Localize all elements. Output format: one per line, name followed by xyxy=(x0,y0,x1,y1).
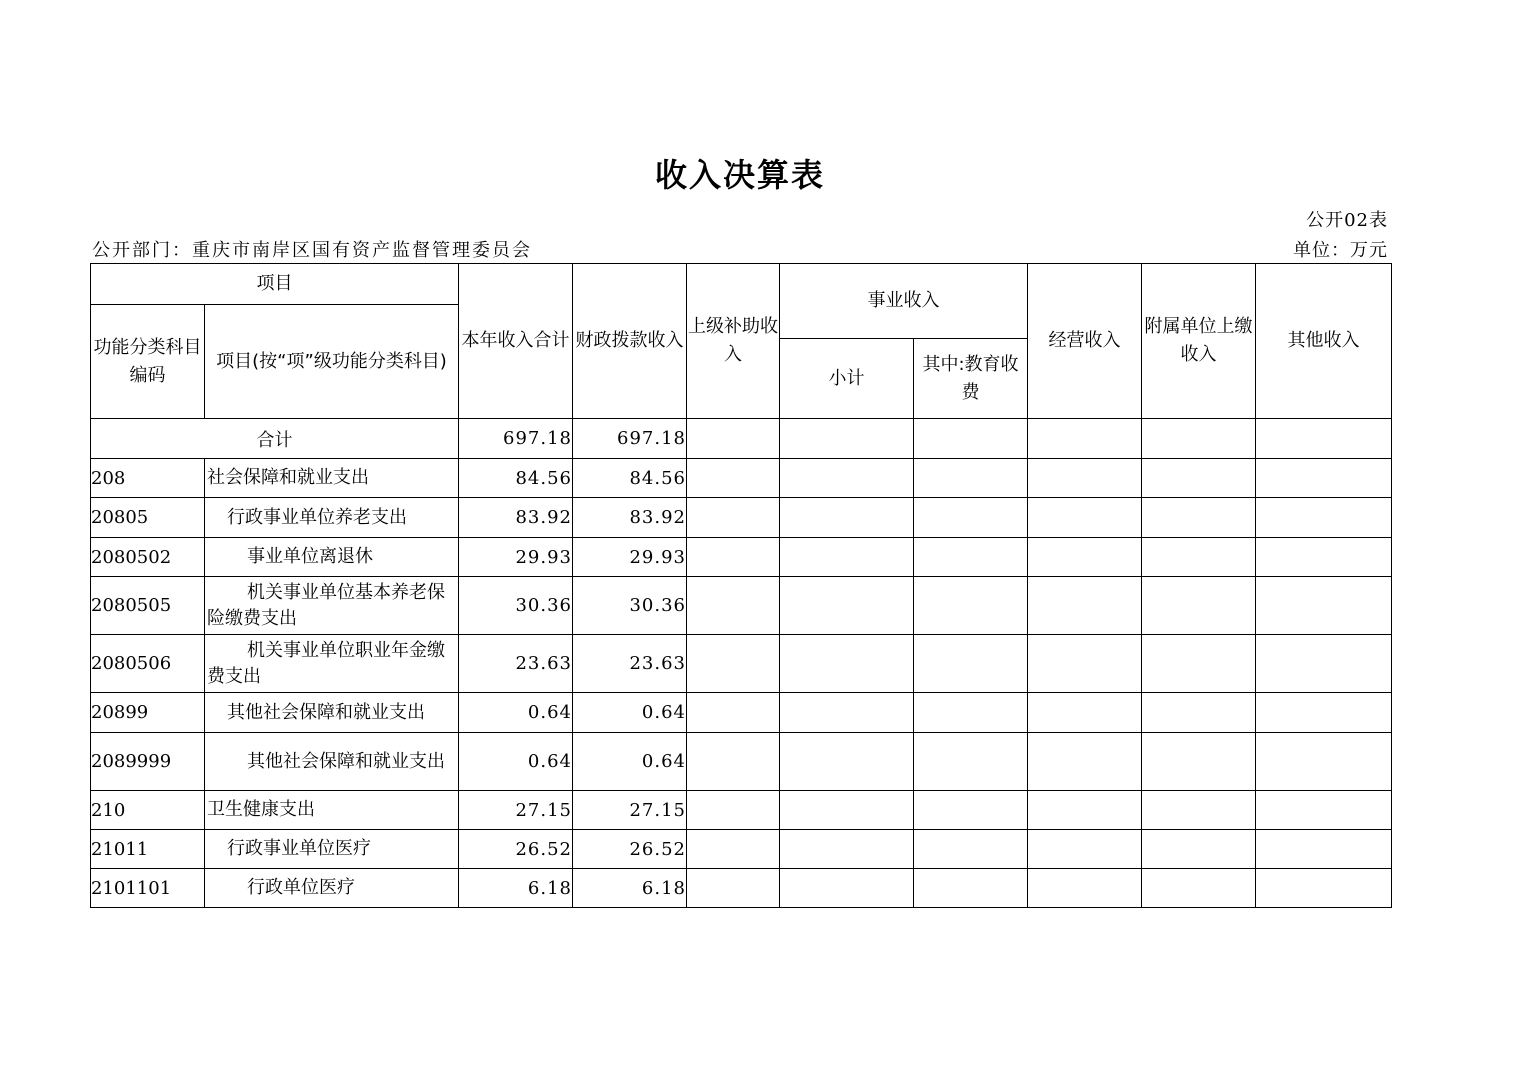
row-total: 0.64 xyxy=(459,693,573,733)
table-row xyxy=(91,869,1392,908)
row-total: 27.15 xyxy=(459,791,573,830)
header-func-code: 功能分类科目编码 xyxy=(91,305,205,419)
row-total: 6.18 xyxy=(459,869,573,908)
total-income-cell: 697.18 xyxy=(459,419,573,459)
table-row xyxy=(91,538,1392,577)
row-total: 26.52 xyxy=(459,830,573,869)
row-code: 2101101 xyxy=(91,869,205,908)
table-row xyxy=(91,791,1392,830)
total-row xyxy=(91,419,1392,459)
page-title: 收入决算表 xyxy=(654,156,825,194)
row-fiscal: 0.64 xyxy=(573,733,687,791)
row-name: 行政单位医疗 xyxy=(205,869,459,908)
header-affiliated-income: 附属单位上缴收入 xyxy=(1142,264,1256,419)
row-fiscal: 0.64 xyxy=(573,693,687,733)
row-fiscal: 30.36 xyxy=(573,577,687,635)
row-fiscal: 83.92 xyxy=(573,498,687,538)
row-name: 行政事业单位养老支出 xyxy=(205,498,459,538)
row-code: 21011 xyxy=(91,830,205,869)
header-total-income: 本年收入合计 xyxy=(459,264,573,419)
income-table xyxy=(90,263,1392,908)
row-fiscal: 84.56 xyxy=(573,459,687,498)
header-other-income: 其他收入 xyxy=(1256,264,1392,419)
row-fiscal: 26.52 xyxy=(573,830,687,869)
row-total: 0.64 xyxy=(459,733,573,791)
row-name: 社会保障和就业支出 xyxy=(205,459,459,498)
row-total: 23.63 xyxy=(459,635,573,693)
table-header xyxy=(91,264,1392,419)
row-total: 30.36 xyxy=(459,577,573,635)
table-row xyxy=(91,733,1392,791)
header-education-fee: 其中:教育收费 xyxy=(914,339,1028,419)
table-row xyxy=(91,635,1392,693)
department-label: 公开部门：重庆市南岸区国有资产监督管理委员会 xyxy=(92,240,532,261)
row-code: 2080505 xyxy=(91,577,205,635)
row-code: 20805 xyxy=(91,498,205,538)
row-total: 83.92 xyxy=(459,498,573,538)
header-subtotal: 小计 xyxy=(780,339,914,419)
row-fiscal: 27.15 xyxy=(573,791,687,830)
table-row xyxy=(91,459,1392,498)
header-business-income: 事业收入 xyxy=(780,264,1028,339)
row-name: 机关事业单位职业年金缴费支出 xyxy=(205,635,459,693)
row-code: 2089999 xyxy=(91,733,205,791)
row-code: 210 xyxy=(91,791,205,830)
row-code: 2080502 xyxy=(91,538,205,577)
header-operating-income: 经营收入 xyxy=(1028,264,1142,419)
header-project: 项目 xyxy=(91,264,459,305)
total-label: 合计 xyxy=(91,419,459,459)
row-name: 事业单位离退休 xyxy=(205,538,459,577)
table-body xyxy=(91,419,1392,908)
row-fiscal: 29.93 xyxy=(573,538,687,577)
row-name: 其他社会保障和就业支出 xyxy=(205,693,459,733)
header-item-name: 项目(按“项”级功能分类科目) xyxy=(205,305,459,419)
row-total: 29.93 xyxy=(459,538,573,577)
row-code: 208 xyxy=(91,459,205,498)
row-name: 其他社会保障和就业支出 xyxy=(205,733,459,791)
fiscal-appropriation-cell: 697.18 xyxy=(573,419,687,459)
row-name: 机关事业单位基本养老保险缴费支出 xyxy=(205,577,459,635)
row-code: 2080506 xyxy=(91,635,205,693)
row-name: 卫生健康支出 xyxy=(205,791,459,830)
header-superior-subsidy: 上级补助收入 xyxy=(687,264,780,419)
table-row xyxy=(91,693,1392,733)
row-fiscal: 23.63 xyxy=(573,635,687,693)
unit-label: 单位：万元 xyxy=(1293,240,1388,261)
table-row xyxy=(91,830,1392,869)
header-fiscal-appropriation: 财政拨款收入 xyxy=(573,264,687,419)
table-row xyxy=(91,577,1392,635)
row-total: 84.56 xyxy=(459,459,573,498)
row-code: 20899 xyxy=(91,693,205,733)
row-fiscal: 6.18 xyxy=(573,869,687,908)
table-number: 公开02表 xyxy=(1306,210,1388,231)
table-row xyxy=(91,498,1392,538)
row-name: 行政事业单位医疗 xyxy=(205,830,459,869)
